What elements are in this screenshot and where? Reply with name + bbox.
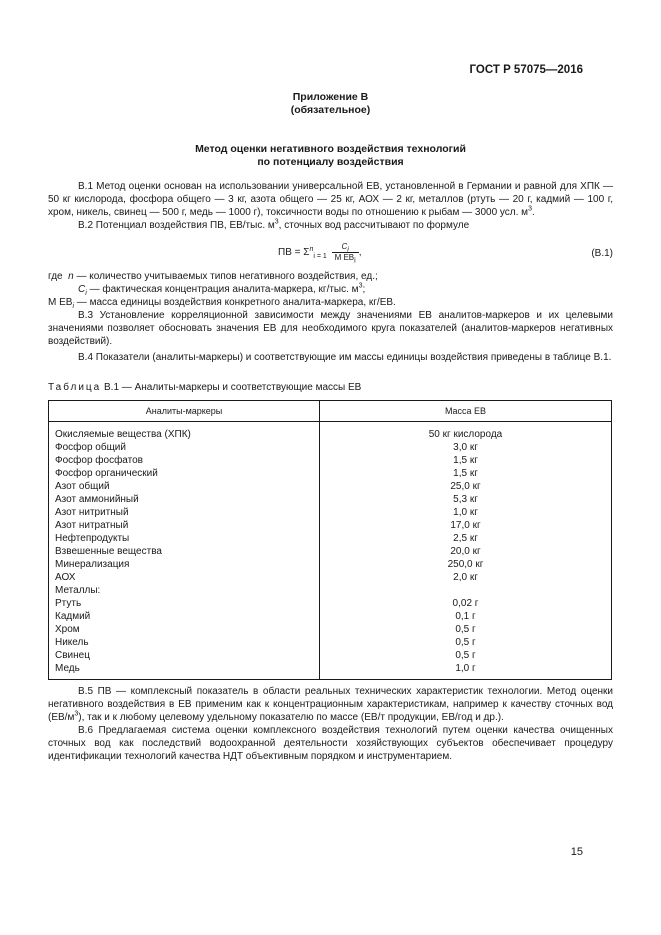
table-cell-analyte: Ртуть bbox=[49, 597, 320, 610]
formula-numerator-symbol: C bbox=[341, 242, 348, 251]
table-row bbox=[49, 493, 612, 506]
formula-sum-lower: i = 1 bbox=[313, 253, 327, 261]
table-cell-analyte: Свинец bbox=[49, 649, 320, 662]
table-row bbox=[49, 467, 612, 480]
table-cell-mass: 0,5 г bbox=[320, 649, 612, 662]
table-row bbox=[49, 610, 612, 623]
formula-sum-upper: n bbox=[309, 245, 314, 253]
paragraph-b5-b6 bbox=[48, 685, 613, 763]
table-cell-analyte: Медь bbox=[49, 662, 320, 680]
table-cell-analyte: Азот аммонийный bbox=[49, 493, 320, 506]
table-cell-analyte: Азот общий bbox=[49, 480, 320, 493]
annex-title: Приложение В bbox=[292, 91, 369, 103]
table-cell-mass: 2,5 кг bbox=[320, 532, 612, 545]
legend-c-sub: i bbox=[85, 290, 87, 297]
page-number: 15 bbox=[570, 846, 583, 858]
paragraph-b1-text: В.1 Метод оценки основан на использовании универсальной ЕВ, установленной в Германии и равной для ХПК — 50 кг кислорода, фосфора общего — 3 кг, азота общего — 25 кг, АОХ — 2 кг, металлов (ртуть — 20 г, кадмий — 100 г, хром, никель, свинец — 500 г, медь — 1000 г), токсичности воды по отношению к рыбам — 3000 усл. м bbox=[48, 181, 613, 218]
table-cell-mass: 2,0 кг bbox=[320, 571, 612, 584]
table-header-mass: Масса ЕВ bbox=[320, 401, 612, 422]
table-cell-analyte: Металлы: bbox=[49, 584, 320, 597]
paragraph-b2-text: В.2 Потенциал воздействия ПВ, ЕВ/тыс. м bbox=[78, 220, 275, 231]
table-row bbox=[49, 545, 612, 558]
table-cell-mass: 250,0 кг bbox=[320, 558, 612, 571]
legend-row-c bbox=[48, 283, 613, 296]
table-row bbox=[49, 597, 612, 610]
markers-table bbox=[48, 400, 612, 680]
legend-where: где bbox=[48, 271, 63, 282]
legend-m-description: — масса единицы воздействия конкретного аналита-маркера, кг/ЕВ. bbox=[74, 297, 396, 308]
paragraph-b2-sup: 3 bbox=[274, 218, 279, 226]
table-row bbox=[49, 454, 612, 467]
table-cell-analyte: Окисляемые вещества (ХПК) bbox=[49, 422, 320, 442]
table-cell-mass: 50 кг кислорода bbox=[320, 422, 612, 442]
table-row bbox=[49, 636, 612, 649]
legend-c-description: — фактическая концентрация аналита-маркера, кг/тыс. м bbox=[86, 284, 359, 295]
paragraph-b2-end: , сточных вод рассчитывают по формуле bbox=[278, 220, 470, 231]
table-cell-mass: 1,0 кг bbox=[320, 506, 612, 519]
table-cell-mass: 0,02 г bbox=[320, 597, 612, 610]
table-row bbox=[49, 519, 612, 532]
table-row bbox=[49, 649, 612, 662]
paragraph-b1-end: . bbox=[531, 207, 535, 218]
paragraph-b6: В.6 Предлагаемая система оценки комплексного воздействия технологий путем оценки качества очищенных сточных вод как последствий водоохранной деятельности хозяйствующих субъектов обеспечивает процедуру идентификации технологий качества НДТ объективным порядком и инструментарием. bbox=[48, 725, 613, 762]
table-row bbox=[49, 422, 612, 442]
table-cell-analyte: Взвешенные вещества bbox=[49, 545, 320, 558]
table-cell-mass: 20,0 кг bbox=[320, 545, 612, 558]
formula-denominator-sub: i bbox=[354, 257, 356, 265]
section-title-line2: по потенциалу воздействия bbox=[257, 156, 404, 168]
table-cell-mass: 25,0 кг bbox=[320, 480, 612, 493]
table-cell-analyte: Хром bbox=[49, 623, 320, 636]
formula-denominator bbox=[332, 253, 359, 263]
table-body bbox=[49, 422, 612, 680]
legend-m-symbol: М ЕВ bbox=[48, 297, 73, 308]
table-cell-analyte: Минерализация bbox=[49, 558, 320, 571]
table-row bbox=[49, 662, 612, 680]
table-cell-mass: 0,1 г bbox=[320, 610, 612, 623]
table-cell-analyte: Азот нитратный bbox=[49, 519, 320, 532]
table-cell-mass: 3,0 кг bbox=[320, 441, 612, 454]
table-row bbox=[49, 480, 612, 493]
paragraph-b1 bbox=[48, 180, 613, 232]
formula-b1 bbox=[48, 238, 613, 270]
table-cell-mass: 17,0 кг bbox=[320, 519, 612, 532]
formula-lhs: ПВ = Σ bbox=[278, 247, 310, 259]
formula-numerator-sub: i bbox=[347, 246, 349, 254]
table-cell-mass: 1,5 кг bbox=[320, 467, 612, 480]
table-cell-mass: 1,0 г bbox=[320, 662, 612, 680]
document-header: ГОСТ Р 57075—2016 bbox=[469, 64, 583, 76]
paragraph-b5-part1: В.5 ПВ — комплексный показатель в области реальных технических характеристик технологии. Метод оценки негативного воздействия в ЕВ применим как к концентрационным характеристикам, например к качеству сточных вод (ЕВ/м bbox=[48, 686, 613, 723]
formula-number: (В.1) bbox=[591, 248, 613, 259]
formula-legend bbox=[48, 270, 613, 309]
table-cell-mass bbox=[320, 584, 612, 597]
paragraph-b5-part2: ), так и к любому целевому удельному показателю по массе (ЕВ/т продукции, ЕВ/год и др.). bbox=[78, 712, 504, 723]
table-row bbox=[49, 441, 612, 454]
formula-fraction bbox=[332, 242, 359, 263]
legend-n-symbol: n bbox=[68, 271, 74, 282]
paragraph-b5 bbox=[48, 685, 613, 724]
table-row bbox=[49, 623, 612, 636]
table-cell-mass: 0,5 г bbox=[320, 636, 612, 649]
table-cell-analyte: Фосфор фосфатов bbox=[49, 454, 320, 467]
legend-row-m bbox=[48, 296, 613, 309]
table-cell-analyte: Фосфор органический bbox=[49, 467, 320, 480]
table-row bbox=[49, 571, 612, 584]
paragraph-b1-sup: 3 bbox=[528, 205, 532, 213]
legend-c-symbol: C bbox=[78, 284, 86, 295]
legend-n-description: — количество учитываемых типов негативного воздействия, ед.; bbox=[73, 271, 378, 282]
table-cell-mass: 0,5 г bbox=[320, 623, 612, 636]
table-row bbox=[49, 506, 612, 519]
paragraph-b3: В.3 Установление корреляционной зависимости между значениями ЕВ аналитов-маркеров и их целевыми значениями позволяет обосновать значения ЕВ для необходимого круга показателей (аналитов-маркеров негативных воздействий). bbox=[48, 310, 613, 347]
legend-c-end: ; bbox=[362, 284, 366, 295]
table-cell-mass: 5,3 кг bbox=[320, 493, 612, 506]
formula-expression bbox=[278, 242, 361, 263]
legend-row-n bbox=[48, 270, 613, 283]
legend-m-sub: i bbox=[72, 303, 75, 310]
formula-tail: , bbox=[358, 247, 362, 259]
table-caption bbox=[48, 381, 361, 394]
paragraph-b3-b4 bbox=[48, 309, 613, 364]
table-header-analytes: Аналиты-маркеры bbox=[49, 401, 320, 422]
table-cell-analyte: Нефтепродукты bbox=[49, 532, 320, 545]
table-row bbox=[49, 584, 612, 597]
table-row bbox=[49, 558, 612, 571]
formula-denominator-symbol: М ЕВ bbox=[334, 253, 355, 262]
table-cell-analyte: Кадмий bbox=[49, 610, 320, 623]
table-cell-analyte: АОХ bbox=[49, 571, 320, 584]
table-row bbox=[49, 532, 612, 545]
table-cell-mass: 1,5 кг bbox=[320, 454, 612, 467]
table-cell-analyte: Никель bbox=[49, 636, 320, 649]
paragraph-b4: В.4 Показатели (аналиты-маркеры) и соответствующие им массы единицы воздействия приведены в таблице В.1. bbox=[78, 352, 612, 363]
annex-status: (обязательное) bbox=[290, 104, 371, 116]
legend-c-sup: 3 bbox=[358, 282, 363, 290]
table-cell-analyte: Азот нитритный bbox=[49, 506, 320, 519]
table-cell-analyte: Фосфор общий bbox=[49, 441, 320, 454]
formula-numerator bbox=[332, 242, 359, 253]
table-header-row bbox=[49, 401, 612, 422]
paragraph-b5-sup: 3 bbox=[74, 710, 79, 718]
table-caption-label: Таблица bbox=[48, 382, 102, 393]
section-title-line1: Метод оценки негативного воздействия технологий bbox=[195, 143, 466, 155]
table-caption-text: В.1 — Аналиты-маркеры и соответствующие массы ЕВ bbox=[101, 382, 362, 393]
